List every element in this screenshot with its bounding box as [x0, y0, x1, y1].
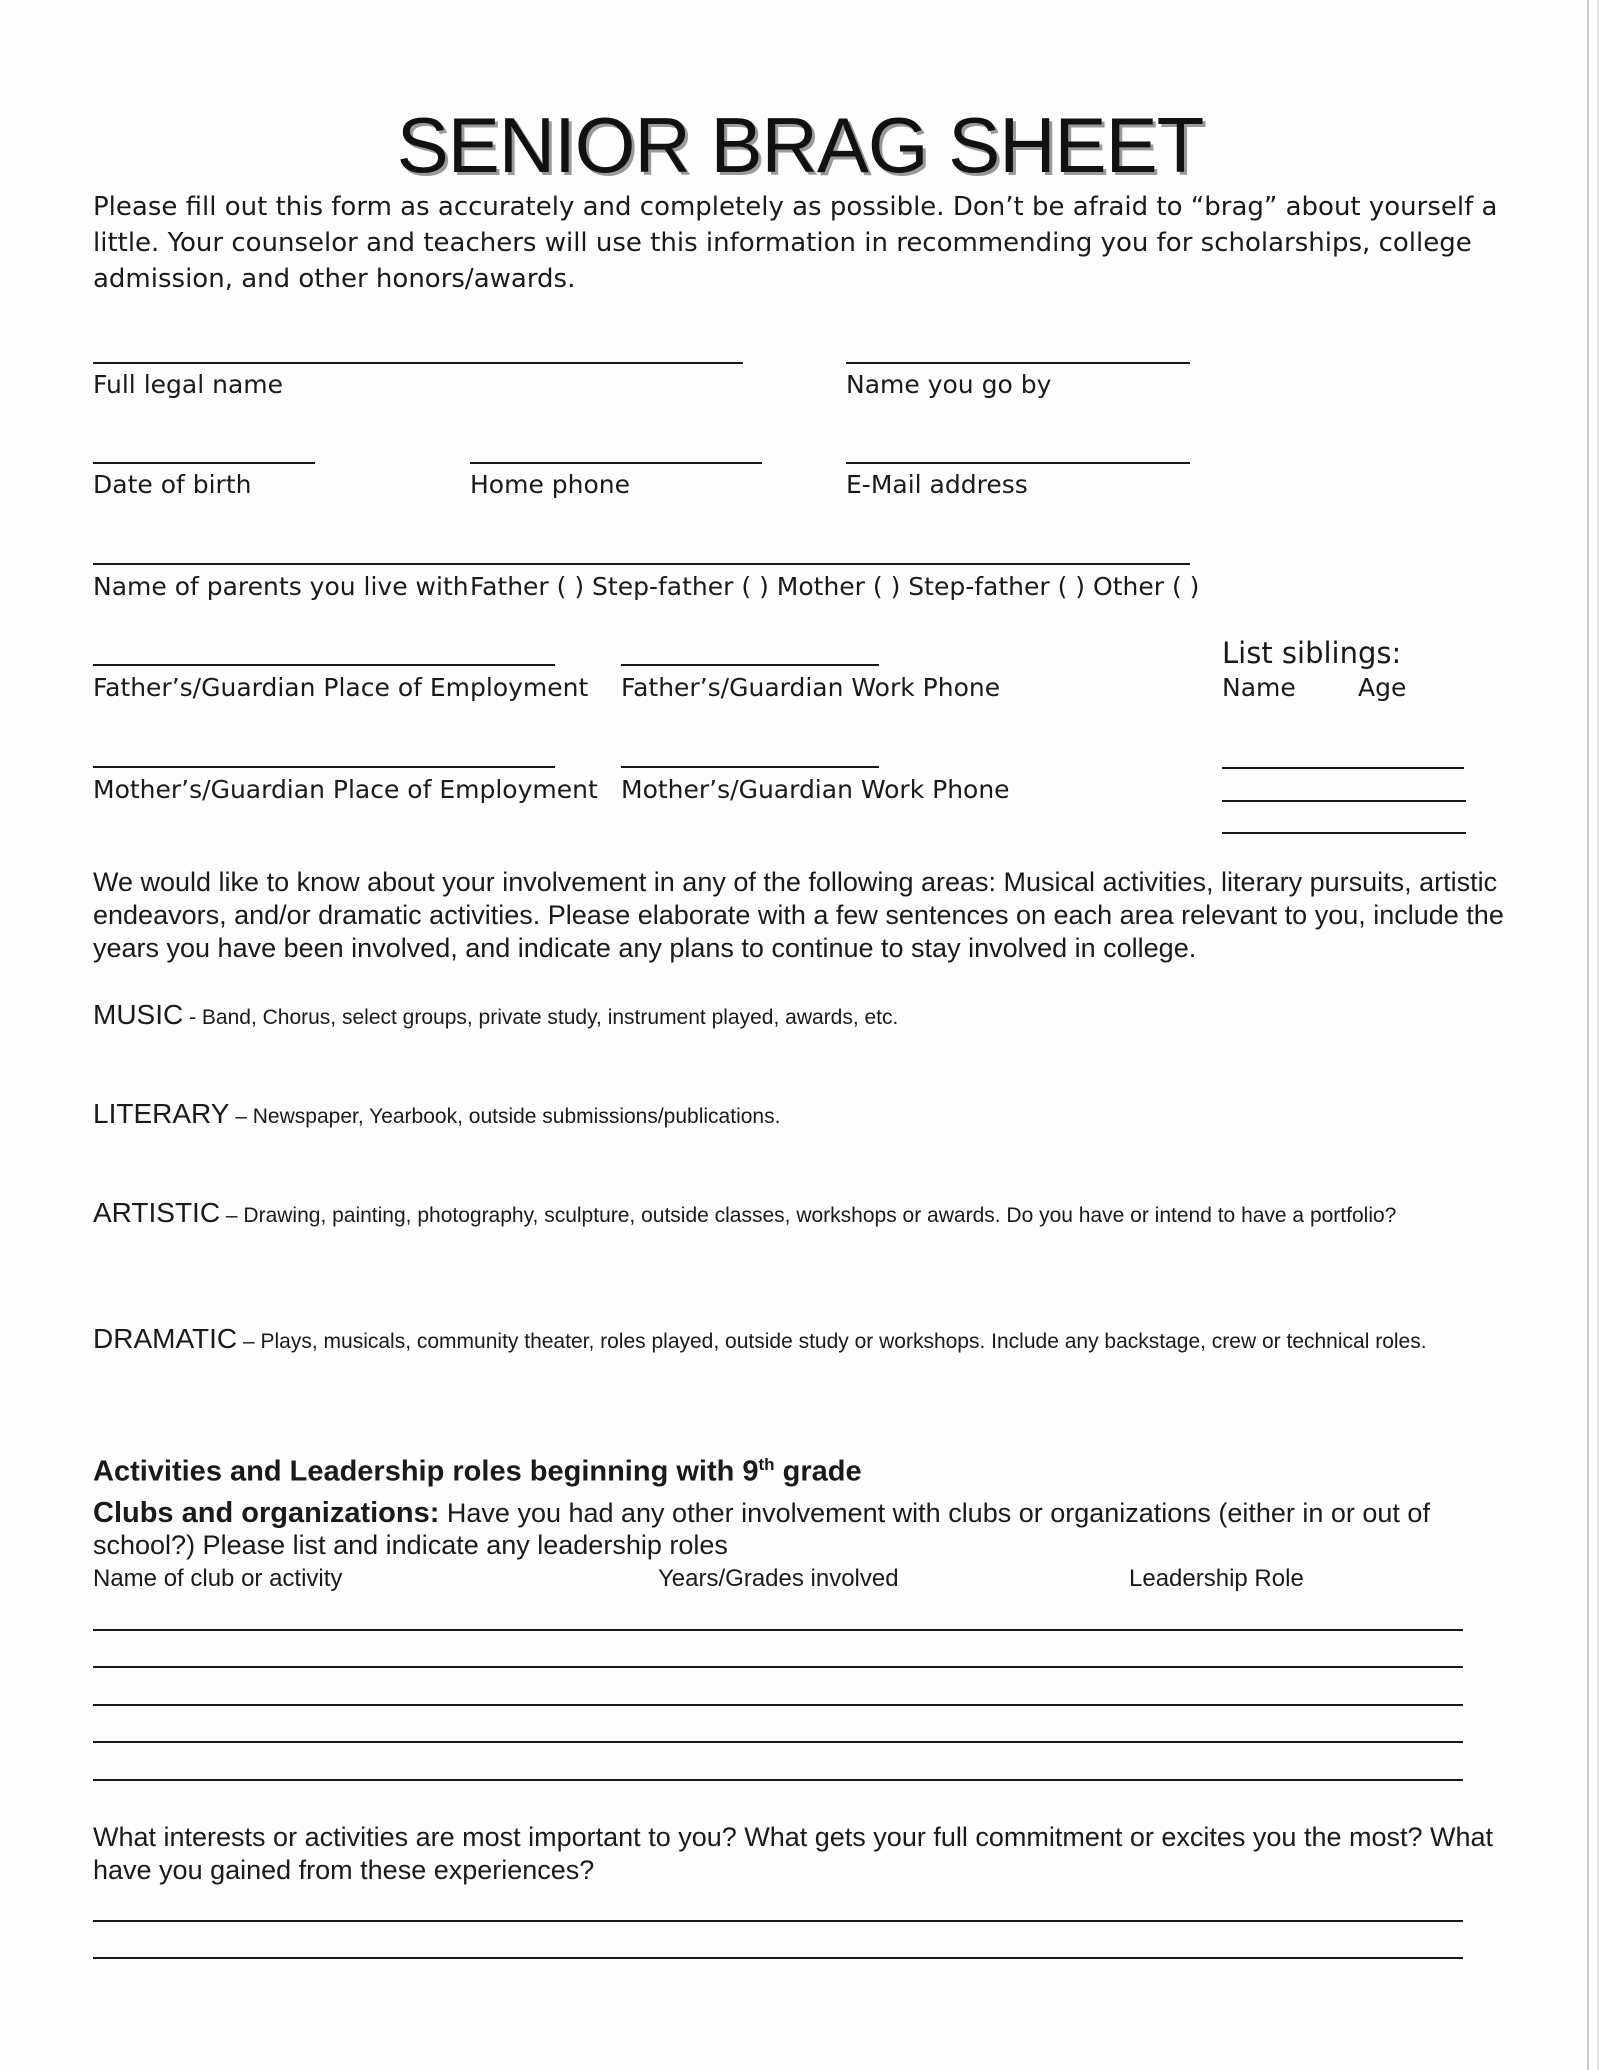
parents-label: Name of parents you live with: [93, 572, 469, 601]
interests-answer-line[interactable]: [93, 1920, 1463, 1922]
dramatic-heading: DRAMATIC: [93, 1323, 238, 1354]
mother-phone-field[interactable]: [621, 766, 879, 768]
parents-options[interactable]: Father ( ) Step-father ( ) Mother ( ) Step-father ( ) Other ( ): [470, 572, 1200, 601]
date-of-birth-field[interactable]: [93, 462, 315, 464]
sibling-entry-line[interactable]: [1222, 767, 1464, 769]
dramatic-description: – Plays, musicals, community theater, roles played, outside study or workshops. Include any backstage, crew or technical roles.: [237, 1330, 1427, 1353]
full-legal-name-label: Full legal name: [93, 370, 284, 399]
mother-employment-label: Mother’s/Guardian Place of Employment: [93, 775, 598, 804]
artistic-heading: ARTISTIC: [93, 1197, 221, 1228]
page-title: SENIOR BRAG SHEET: [396, 101, 1204, 189]
email-field[interactable]: [846, 462, 1190, 464]
artistic-description: – Drawing, painting, photography, sculpture, outside classes, workshops or awards. Do you have or intend to have a portfolio?: [220, 1204, 1397, 1227]
siblings-name-col: Name: [1222, 673, 1296, 702]
music-description: - Band, Chorus, select groups, private study, instrument played, awards, etc.: [183, 1006, 899, 1029]
name-go-by-label: Name you go by: [846, 370, 1052, 399]
club-entry-line[interactable]: [93, 1629, 1463, 1631]
music-section: [93, 1000, 1513, 1033]
father-employment-field[interactable]: [93, 664, 555, 666]
col-club-name: Name of club or activity: [93, 1565, 343, 1592]
activities-heading-end: grade: [774, 1455, 862, 1488]
clubs-question: [93, 1497, 1523, 1561]
parents-name-field[interactable]: [93, 563, 1190, 565]
mother-employment-field[interactable]: [93, 766, 555, 768]
intro-text: Please fill out this form as accurately and completely as possible. Don’t be afraid to “brag” about yourself a little. Your counselor and teachers will use this information in recommending you for scholarships, college admission, and other honors/awards.: [93, 192, 1498, 294]
home-phone-label: Home phone: [470, 470, 631, 499]
email-label: E-Mail address: [846, 470, 1028, 499]
full-legal-name-field[interactable]: [93, 362, 743, 364]
activities-heading-sup: th: [758, 1455, 775, 1474]
col-years: Years/Grades involved: [658, 1565, 899, 1592]
interests-question: What interests or activities are most important to you? What gets your full commitment or excites you the most? What have you gained from these experiences?: [93, 1822, 1494, 1885]
siblings-heading: List siblings:: [1222, 636, 1402, 670]
club-entry-line[interactable]: [93, 1666, 1463, 1668]
father-employment-label: Father’s/Guardian Place of Employment: [93, 673, 589, 702]
page-edge: [1597, 0, 1599, 2070]
club-entry-line[interactable]: [93, 1704, 1463, 1706]
artistic-section: [93, 1198, 1493, 1230]
literary-heading: LITERARY: [93, 1098, 230, 1129]
clubs-text: Have you had any other involvement with clubs or organizations (either in or out of school?) Please list and indicate any leadership roles: [93, 1498, 1430, 1560]
sibling-entry-line[interactable]: [1222, 800, 1466, 802]
date-of-birth-label: Date of birth: [93, 470, 252, 499]
home-phone-field[interactable]: [470, 462, 762, 464]
father-phone-field[interactable]: [621, 664, 879, 666]
interests-answer-line[interactable]: [93, 1957, 1463, 1959]
clubs-label: Clubs and organizations:: [93, 1497, 440, 1529]
dramatic-section: [93, 1324, 1493, 1356]
activities-heading-text: Activities and Leadership roles beginning with 9: [93, 1455, 759, 1488]
siblings-age-col: Age: [1358, 673, 1407, 702]
literary-description: – Newspaper, Yearbook, outside submissions/publications.: [229, 1105, 781, 1128]
name-go-by-field[interactable]: [846, 362, 1190, 364]
activities-heading: [93, 1455, 862, 1489]
col-role: Leadership Role: [1129, 1565, 1304, 1592]
sibling-entry-line[interactable]: [1222, 832, 1466, 834]
involvement-intro: We would like to know about your involvement in any of the following areas: Musical activities, literary pursuits, artistic endeavors, and/or dramatic activities. Please elaborate with a few sentences on each area relevant to you, include the years you have been involved, and indicate any plans to continue to stay involved in college.: [93, 867, 1504, 963]
literary-section: [93, 1099, 1513, 1132]
club-entry-line[interactable]: [93, 1779, 1463, 1781]
page-edge: [1587, 0, 1589, 2070]
music-heading: MUSIC: [93, 999, 184, 1030]
father-phone-label: Father’s/Guardian Work Phone: [621, 673, 1001, 702]
mother-phone-label: Mother’s/Guardian Work Phone: [621, 775, 1010, 804]
club-entry-line[interactable]: [93, 1741, 1463, 1743]
